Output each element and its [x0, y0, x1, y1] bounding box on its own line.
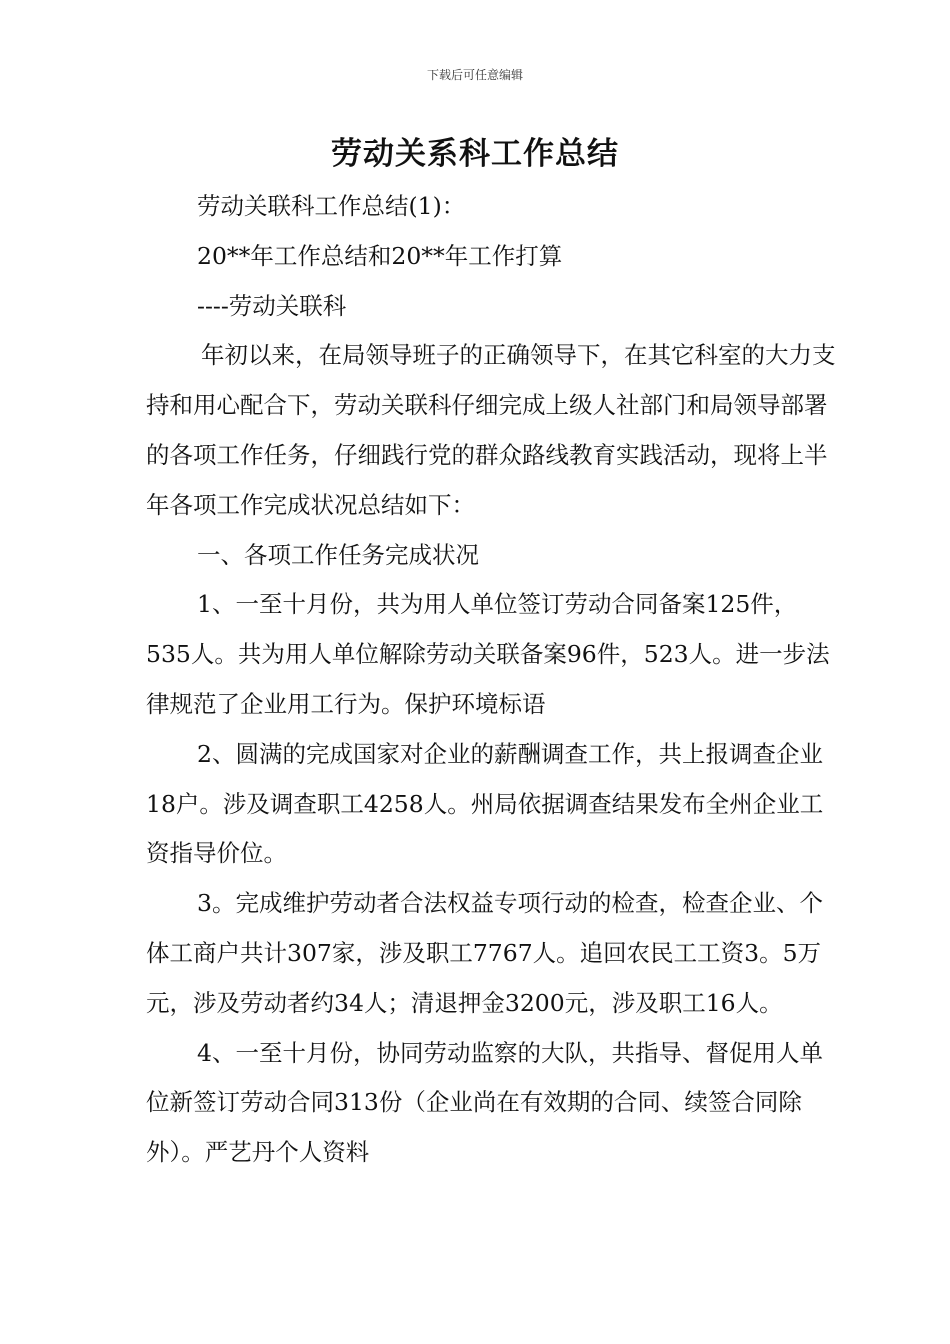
paragraph: 年初以来，在局领导班子的正确领导下，在其它科室的大力支持和用心配合下，劳动关联科仔细完成上级人社部门和局领导部署的各项工作任务，仔细践行党的群众路线教育实践活动，现将上半年各项工作完成状况总结如下：: [146, 341, 836, 519]
subtitle-line: 劳动关联科工作总结(1)：: [197, 192, 466, 220]
paragraph: 2、圆满的完成国家对企业的薪酬调查工作，共上报调查企业18户。涉及调查职工4258人。州局依据调查结果发布全州企业工资指导价位。: [146, 739, 824, 868]
section-heading: 一、各项工作任务完成状况: [197, 540, 479, 569]
paragraph: 1、一至十月份，共为用人单位签订劳动合同备案125件，535人。共为用人单位解除劳动关联备案96件，523人。进一步法律规范了企业用工行为。保护环境标语: [146, 590, 830, 718]
document-body: [146, 182, 836, 1178]
paragraph: 4、一至十月份，协同劳动监察的大队，共指导、督促用人单位新签订劳动合同313份（企业尚在有效期的合同、续签合同除外）。严艺丹个人资料: [146, 1038, 823, 1167]
document-title: 劳动关系科工作总结: [331, 136, 619, 172]
subtitle-line: 20**年工作总结和20**年工作打算: [197, 241, 563, 270]
paragraph: 3。完成维护劳动者合法权益专项行动的检查，检查企业、个体工商户共计307家，涉及职工7767人。追回农民工工资3。5万元，涉及劳动者约34人；清退押金3200元，涉及职工16人。: [146, 889, 823, 1017]
header-note: 下载后可任意编辑: [426, 68, 523, 82]
subtitle-line: ----劳动关联科: [197, 291, 347, 320]
